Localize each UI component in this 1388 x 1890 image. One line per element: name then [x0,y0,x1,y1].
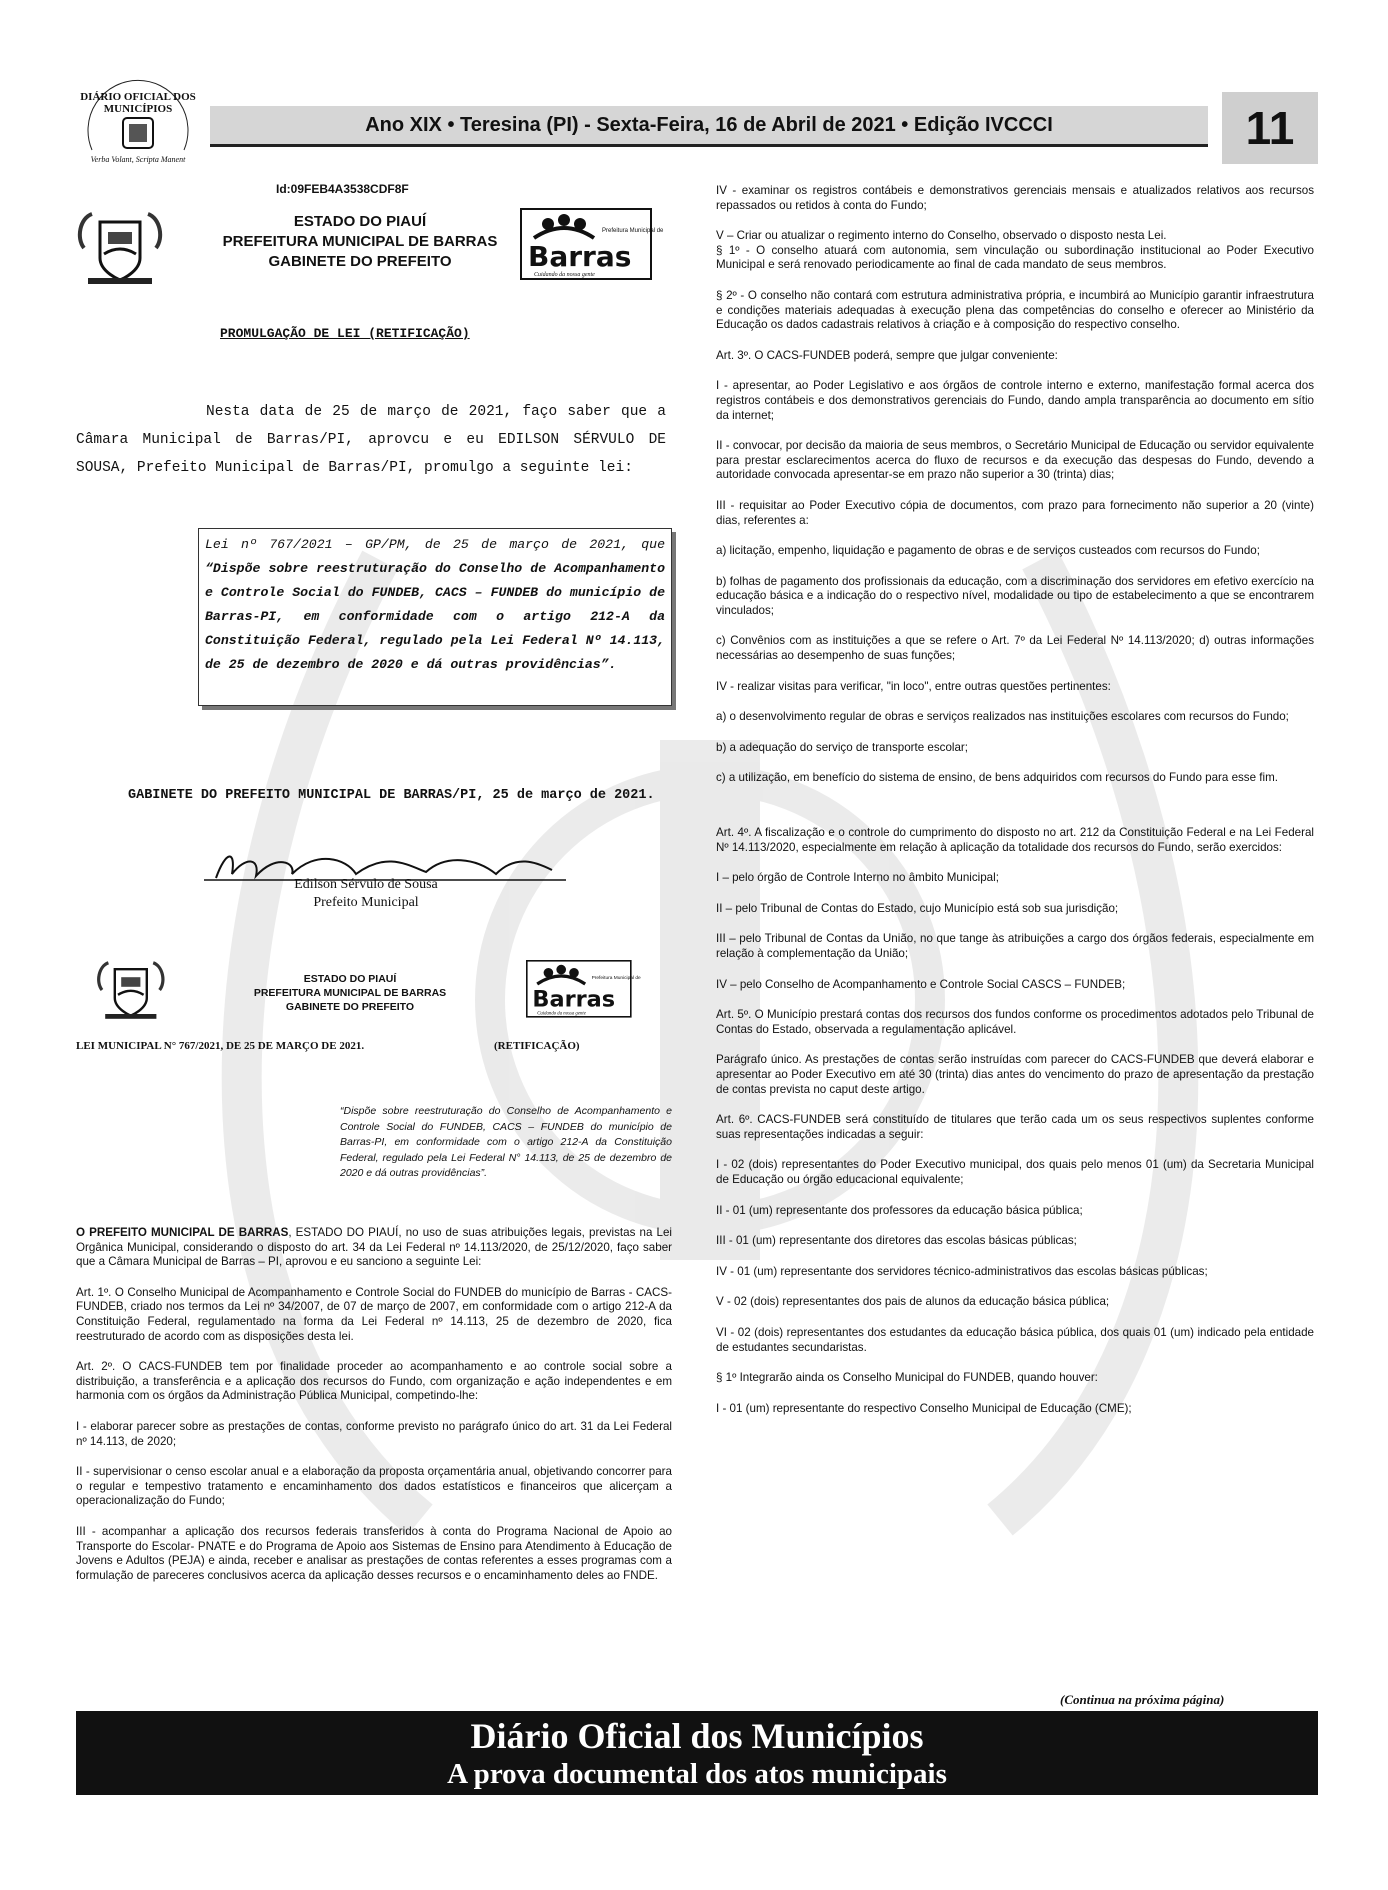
promulgation-intro: Nesta data de 25 de março de 2021, faço saber que a Câmara Municipal de Barras/PI, aprovcu e eu EDILSON SÉRVULO DE SOUSA, Prefeito Municipal de Barras/PI, promulgo a seguinte lei: [76,404,666,476]
paragraph: b) a adequação do serviço de transporte escolar; [716,740,968,754]
signer-role: Prefeito Municipal [313,895,419,910]
right-column-body [716,184,1314,1416]
inst2-line-gabinete: GABINETE DO PREFEITO [285,1001,415,1013]
paragraph: IV - realizar visitas para verificar, "in loco", entre outras questões pertinentes: [716,679,1111,693]
left-column-body [76,1226,672,1599]
svg-text:MUNICÍPIOS: MUNICÍPIOS [103,103,173,115]
paragraph: b) folhas de pagamento dos profissionais da educação, com a discriminação dos servidores em efetivo exercício na educação básica e a indicação do o respectivo nível, modalidade ou tipo de estabelecimento a que se encontrarem vinculados; [716,574,1314,617]
paragraph: III - requisitar ao Poder Executivo cópia de documentos, com prazo para fornecimento não superior a 20 (vinte) dias, referentes a: [716,498,1314,527]
paragraph: c) a utilização, em benefício do sistema de ensino, de bens adquiridos com recursos do Fundo para esse fim. [716,771,1278,785]
paragraph: c) Convênios com as instituições a que se refere o Art. 7º da Lei Federal Nº 14.113/2020; d) outras informações necessárias ao desempenho de suas funções; [716,634,1314,663]
paragraph: II - 01 (um) representante dos professores da educação básica pública; [716,1203,1083,1217]
paragraph: V – Criar ou atualizar o regimento interno do Conselho, observado o disposto nesta Lei. § 1º - O conselho atuará com autonomia, sem vinculação ou subordinação institucional ao Poder Executivo Municipal e será renovado periodicamente ao final de cada mandato de seus membros. [716,229,1314,272]
inst-line-prefeitura: PREFEITURA MUNICIPAL DE BARRAS [222,233,498,250]
footer-banner [76,1711,1318,1795]
diario-oficial-logo [78,66,198,176]
barras-logo-top: Prefeitura Municipal de [602,228,664,234]
paragraph: III - 01 (um) representante dos diretores das escolas básicas públicas; [716,1234,1077,1248]
paragraph: IV – pelo Conselho de Acompanhamento e Controle Social CASCS – FUNDEB; [716,977,1126,991]
document-id: Id:09FEB4A3538CDF8F [276,182,409,196]
paragraph: Art. 2º. O CACS-FUNDEB tem por finalidade proceder ao acompanhamento e ao controle social sobre a distribuição, a transferência e a aplicação dos recursos do Fundo, com organização e ação independentes e em harmonia com os órgãos da Administração Pública Municipal, competindo-lhe: [76,1360,672,1403]
inst-line-gabinete: GABINETE DO PREFEITO [268,253,452,270]
barras-logo-top: Prefeitura Municipal de [591,976,641,982]
signer-block [276,876,456,912]
gabinete-date: GABINETE DO PREFEITO MUNICIPAL DE BARRAS/PI, 25 de março de 2021. [128,788,655,803]
paragraph: III - acompanhar a aplicação dos recursos federais transferidos à conta do Programa Nacional de Apoio ao Transporte do Escolar- PNATE e do Programa de Apoio aos Sistemas de Ensino para Atendimento à Educação de Jovens e Adultos (PEJA) e ainda, receber e analisar as prestações de contas referentes a esses programas com a formulação de pareceres conclusivos acerca da aplicação desses recursos e o encaminhamento deles ao FNDE. [76,1524,672,1582]
institution-header-2 [220,972,480,1014]
law-summary-ementa: “Dispõe sobre reestruturação do Conselho de Acompanhamento e Controle Social do FUNDEB, CACS – FUNDEB do município de Barras-PI, em conformidade com o artigo 212-A da Constituição Federal, regulado pela Lei Federal Nº 14.113, de 25 de dezembro de 2020 e dá outras providências”. [205,561,665,672]
svg-text:DIÁRIO OFICIAL DOS: DIÁRIO OFICIAL DOS [80,91,196,103]
coat-of-arms-icon [94,958,168,1022]
preamble [76,1226,672,1270]
paragraph: a) licitação, empenho, liquidação e pagamento de obras e de serviços custeados com recursos do Fundo; [716,544,1260,558]
svg-text:Verba Volant, Scripta Manent: Verba Volant, Scripta Manent [90,155,186,164]
paragraph: a) o desenvolvimento regular de obras e serviços realizados nas instituições escolares com recursos do Fundo; [716,710,1289,724]
paragraph: III – pelo Tribunal de Contas da União, no que tange às atribuições a cargo dos órgãos federais, especialmente em relação à complementação da União; [716,932,1314,960]
paragraph: § 2º - O conselho não contará com estrutura administrativa própria, e incumbirá ao Município garantir infraestrutura e condições materiais adequadas à execução plena das competências do conselho e oferecer ao Ministério da Educação os dados cadastrais relativos à criação e à composição do respectivo conselho. [716,288,1314,332]
barras-logo-slogan: Cuidando da nossa gente [534,272,595,278]
coat-of-arms-icon [74,208,166,288]
barras-logo [526,960,641,1018]
retification-label: (RETIFICAÇÃO) [494,1040,580,1052]
paragraph: I - apresentar, ao Poder Legislativo e aos órgãos de controle interno e externo, manifestação formal acerca dos registros contábeis e dos demonstrativos gerenciais do Fundo, dando ampla transparência ao documento em sítio da internet; [716,379,1314,422]
preamble-rest: , ESTADO DO PIAUÍ, no uso de suas atribuições legais, previstas na Lei Orgânica Municipal, considerando o disposto do art. 34 da Lei Federal nº 14.113/2020, de 25/12/2020, faço saber que a Câmara Municipal de Barras – PI, aprovou e eu sanciono a seguinte Lei: [76,1226,672,1269]
paragraph: V - 02 (dois) representantes dos pais de alunos da educação básica pública; [716,1295,1110,1309]
paragraph: Art. 3º. O CACS-FUNDEB poderá, sempre que julgar conveniente: [716,348,1058,362]
inst2-line-state: ESTADO DO PIAUÍ [303,973,397,985]
footer-title: Diário Oficial dos Municípios [470,1716,924,1756]
law-ementa: “Dispõe sobre reestruturação do Conselho de Acompanhamento e Controle Social do FUNDEB, CACS – FUNDEB do município de Barras-PI, em conformidade com o artigo 212-A da Constituição Federal, regulado pela Lei Federal N° 14.113, de 25 de dezembro de 2020 e dá outras providências”. [340,1105,672,1179]
barras-logo [520,208,664,280]
edition-header: Ano XIX • Teresina (PI) - Sexta-Feira, 16 de Abril de 2021 • Edição IVCCCI [365,114,1053,136]
paragraph: I - elaborar parecer sobre as prestações de contas, conforme previsto no parágrafo único do art. 31 da Lei Federal nº 14.113, de 2020; [76,1419,672,1448]
barras-logo-name: Barras [532,986,616,1013]
inst2-line-prefeitura: PREFEITURA MUNICIPAL DE BARRAS [253,987,447,999]
paragraph: II - supervisionar o censo escolar anual e a elaboração da proposta orçamentária anual, objetivando concorrer para o regular e tempestivo tratamento e encaminhamento dos dados estatísticos e financeiros que alicerçam a operacionalização do Fundo; [76,1465,672,1508]
paragraph: I - 01 (um) representante do respectivo Conselho Municipal de Educação (CME); [716,1401,1132,1415]
preamble-bold: O PREFEITO MUNICIPAL DE BARRAS [76,1226,289,1239]
law-title: LEI MUNICIPAL N° 767/2021, DE 25 DE MARÇO DE 2021. [76,1040,365,1052]
inst-line-state: ESTADO DO PIAUÍ [293,213,427,230]
barras-logo-slogan: Cuidando da nossa gente [537,1011,586,1017]
paragraph: IV - examinar os registros contábeis e demonstrativos gerenciais mensais e atualizados relativos aos recursos repassados ou retidos à conta do Fundo; [716,184,1314,212]
page-number: 11 [1222,92,1318,164]
paragraph: I - 02 (dois) representantes do Poder Executivo municipal, dos quais pelo menos 01 (um) da Secretaria Municipal de Educação ou órgão educacional equivalente; [716,1158,1314,1186]
paragraph: II - convocar, por decisão da maioria de seus membros, o Secretário Municipal de Educação ou servidor equivalente para prestar esclarecimentos acerca do fluxo de recursos e da execução das despesas do Fundo, devendo a autoridade convocada apresentar-se em prazo não superior a 30 (trinta) dias; [716,439,1314,482]
paragraph: Art. 1º. O Conselho Municipal de Acompanhamento e Controle Social do FUNDEB do município de Barras - CACS-FUNDEB, criado nos termos da Lei nº 34/2007, de 07 de março de 2007, em conformidade com o artigo 212-A da Constituição Federal, regulamentado na forma da Lei Federal nº 14.113, 25 de dezembro de 2020, fica reestruturado de acordo com as disposições desta lei. [76,1285,672,1343]
barras-logo-name: Barras [528,240,632,273]
paragraph: Art. 4º. A fiscalização e o controle do cumprimento do disposto no art. 212 da Constituição Federal e na Lei Federal Nº 14.113/2020, especialmente em relação à aplicação da totalidade dos recursos do Fundo, serão exercidos: [716,826,1314,854]
paragraph: II – pelo Tribunal de Contas do Estado, cujo Município está sob sua jurisdição; [716,901,1119,915]
promulgation-title: PROMULGAÇÃO DE LEI (RETIFICAÇÃO) [220,326,470,341]
paragraph: VI - 02 (dois) representantes dos estudantes da educação básica pública, dos quais 01 (um) indicado pela entidade de estudantes secundaristas. [716,1325,1314,1354]
footer-subtitle: A prova documental dos atos municipais [447,1758,947,1790]
paragraph: Parágrafo único. As prestações de contas serão instruídas com parecer do CACS-FUNDEB que deverá elaborar e apresentar ao Poder Executivo em até 30 (trinta) dias antes do vencimento do prazo de apresentação da prestação de contas prevista no caput deste artigo. [716,1053,1314,1096]
continues-note: (Continua na próxima página) [1060,1692,1225,1707]
paragraph: Art. 6º. CACS-FUNDEB será constituído de titulares que terão cada um os seus respectivos suplentes conforme suas representações indicadas a seguir: [716,1113,1314,1141]
institution-header [200,212,520,272]
signer-name: Edilson Sérvulo de Sousa [294,877,438,892]
law-summary-ref: Lei nº 767/2021 – GP/PM, de 25 de março de 2021, que [205,537,665,552]
paragraph: IV - 01 (um) representante dos servidores técnico-administrativos das escolas básicas públicas; [716,1264,1208,1278]
law-summary-box [198,528,672,706]
paragraph: I – pelo órgão de Controle Interno no âmbito Municipal; [716,871,999,885]
paragraph: Art. 5º. O Município prestará contas dos recursos dos fundos conforme os procedimentos adotados pelo Tribunal de Contas do Estado, observada a regulamentação aplicável. [716,1008,1314,1036]
paragraph: § 1º Integrarão ainda os Conselho Municipal do FUNDEB, quando houver: [716,1371,1098,1385]
